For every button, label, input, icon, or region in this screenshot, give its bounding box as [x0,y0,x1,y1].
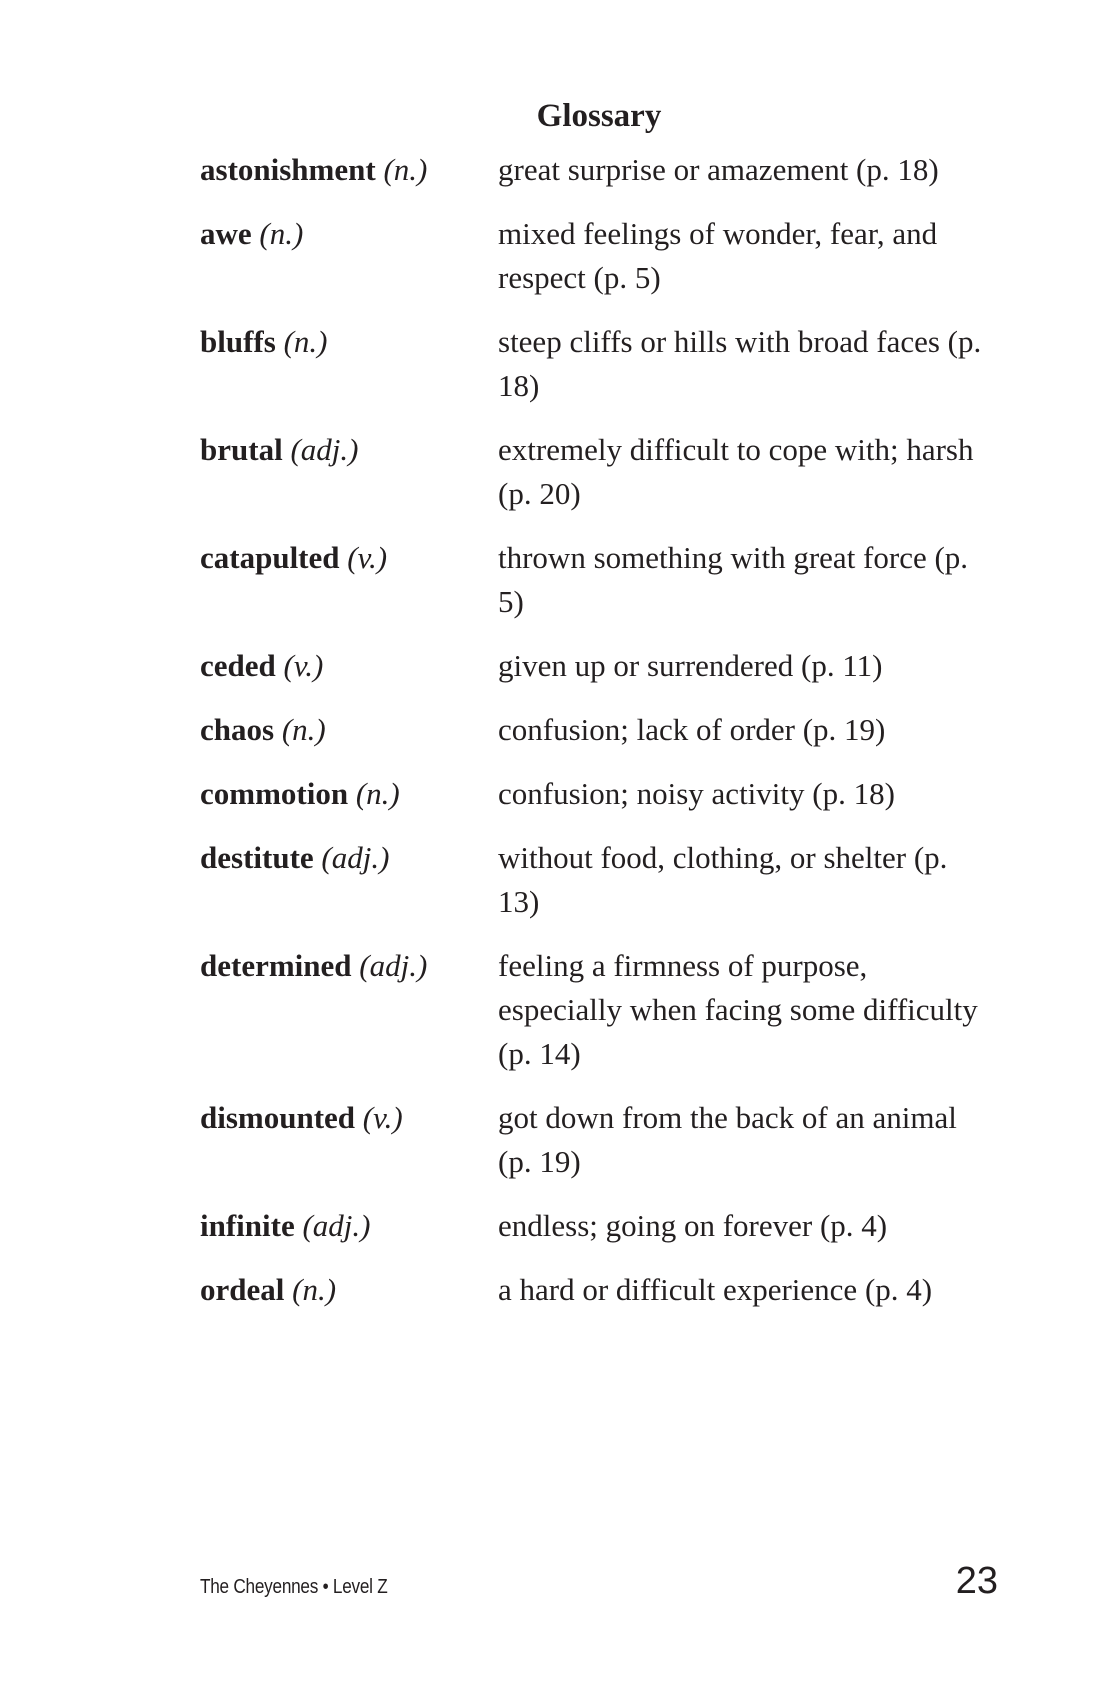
part-of-speech: (adj.) [321,840,390,875]
glossary-term: brutal [200,432,283,467]
glossary-definition: got down from the back of an animal (p. 19) [498,1100,957,1179]
glossary-term: astonishment [200,152,376,187]
part-of-speech: (adj.) [302,1208,371,1243]
glossary-term: ordeal [200,1272,285,1307]
term-column [200,644,498,688]
glossary-entry [200,320,990,408]
glossary-entry [200,944,990,1076]
glossary-entry [200,772,990,816]
glossary-term: ceded [200,648,276,683]
glossary-entry [200,212,990,300]
term-column [200,836,498,880]
part-of-speech: (adj.) [359,948,428,983]
part-of-speech: (n.) [283,324,328,359]
glossary-definition: steep cliffs or hills with broad faces (p. 18) [498,324,982,403]
glossary-definition: mixed feelings of wonder, fear, and respect (p. 5) [498,216,938,295]
term-column [200,772,498,816]
term-column [200,1096,498,1140]
glossary-term: awe [200,216,252,251]
part-of-speech: (v.) [347,540,388,575]
term-column [200,320,498,364]
glossary-entry [200,1096,990,1184]
part-of-speech: (v.) [362,1100,403,1135]
glossary-definition: confusion; noisy activity (p. 18) [498,776,895,811]
glossary-entry [200,836,990,924]
glossary-term: infinite [200,1208,295,1243]
term-column [200,212,498,256]
glossary-definition: without food, clothing, or shelter (p. 13) [498,840,948,919]
glossary-definition: given up or surrendered (p. 11) [498,648,883,683]
glossary-entry [200,148,990,192]
glossary-definition: endless; going on forever (p. 4) [498,1208,888,1243]
glossary-entry [200,428,990,516]
term-column [200,708,498,752]
glossary-term: commotion [200,776,349,811]
glossary-term: determined [200,948,352,983]
part-of-speech: (n.) [281,712,326,747]
term-column [200,536,498,580]
glossary-term: bluffs [200,324,276,359]
glossary-definition: a hard or difficult experience (p. 4) [498,1272,933,1307]
term-column [200,428,498,472]
term-column [200,1204,498,1248]
glossary-definition: extremely difficult to cope with; harsh (p. 20) [498,432,974,511]
glossary-term: dismounted [200,1100,356,1135]
part-of-speech: (n.) [259,216,304,251]
glossary-entry [200,1268,990,1312]
term-column [200,944,498,988]
glossary-entry [200,708,990,752]
glossary-term: destitute [200,840,314,875]
glossary-definition: confusion; lack of order (p. 19) [498,712,886,747]
term-column [200,148,498,192]
glossary-definition: feeling a firmness of purpose, especially when facing some difficulty (p. 14) [498,948,978,1071]
glossary-definition: thrown something with great force (p. 5) [498,540,969,619]
glossary-entry [200,1204,990,1248]
part-of-speech: (n.) [383,152,428,187]
glossary-term: catapulted [200,540,340,575]
glossary-entry [200,644,990,688]
page-number: 23 [955,1560,998,1602]
term-column [200,1268,498,1312]
part-of-speech: (adj.) [290,432,359,467]
glossary-list [200,148,990,1332]
page-title: Glossary [536,98,662,134]
part-of-speech: (n.) [292,1272,337,1307]
glossary-term: chaos [200,712,275,747]
glossary-entry [200,536,990,624]
part-of-speech: (v.) [283,648,324,683]
glossary-definition: great surprise or amazement (p. 18) [498,152,939,187]
part-of-speech: (n.) [355,776,400,811]
footer-book-title: The Cheyennes • Level Z [200,1576,388,1598]
